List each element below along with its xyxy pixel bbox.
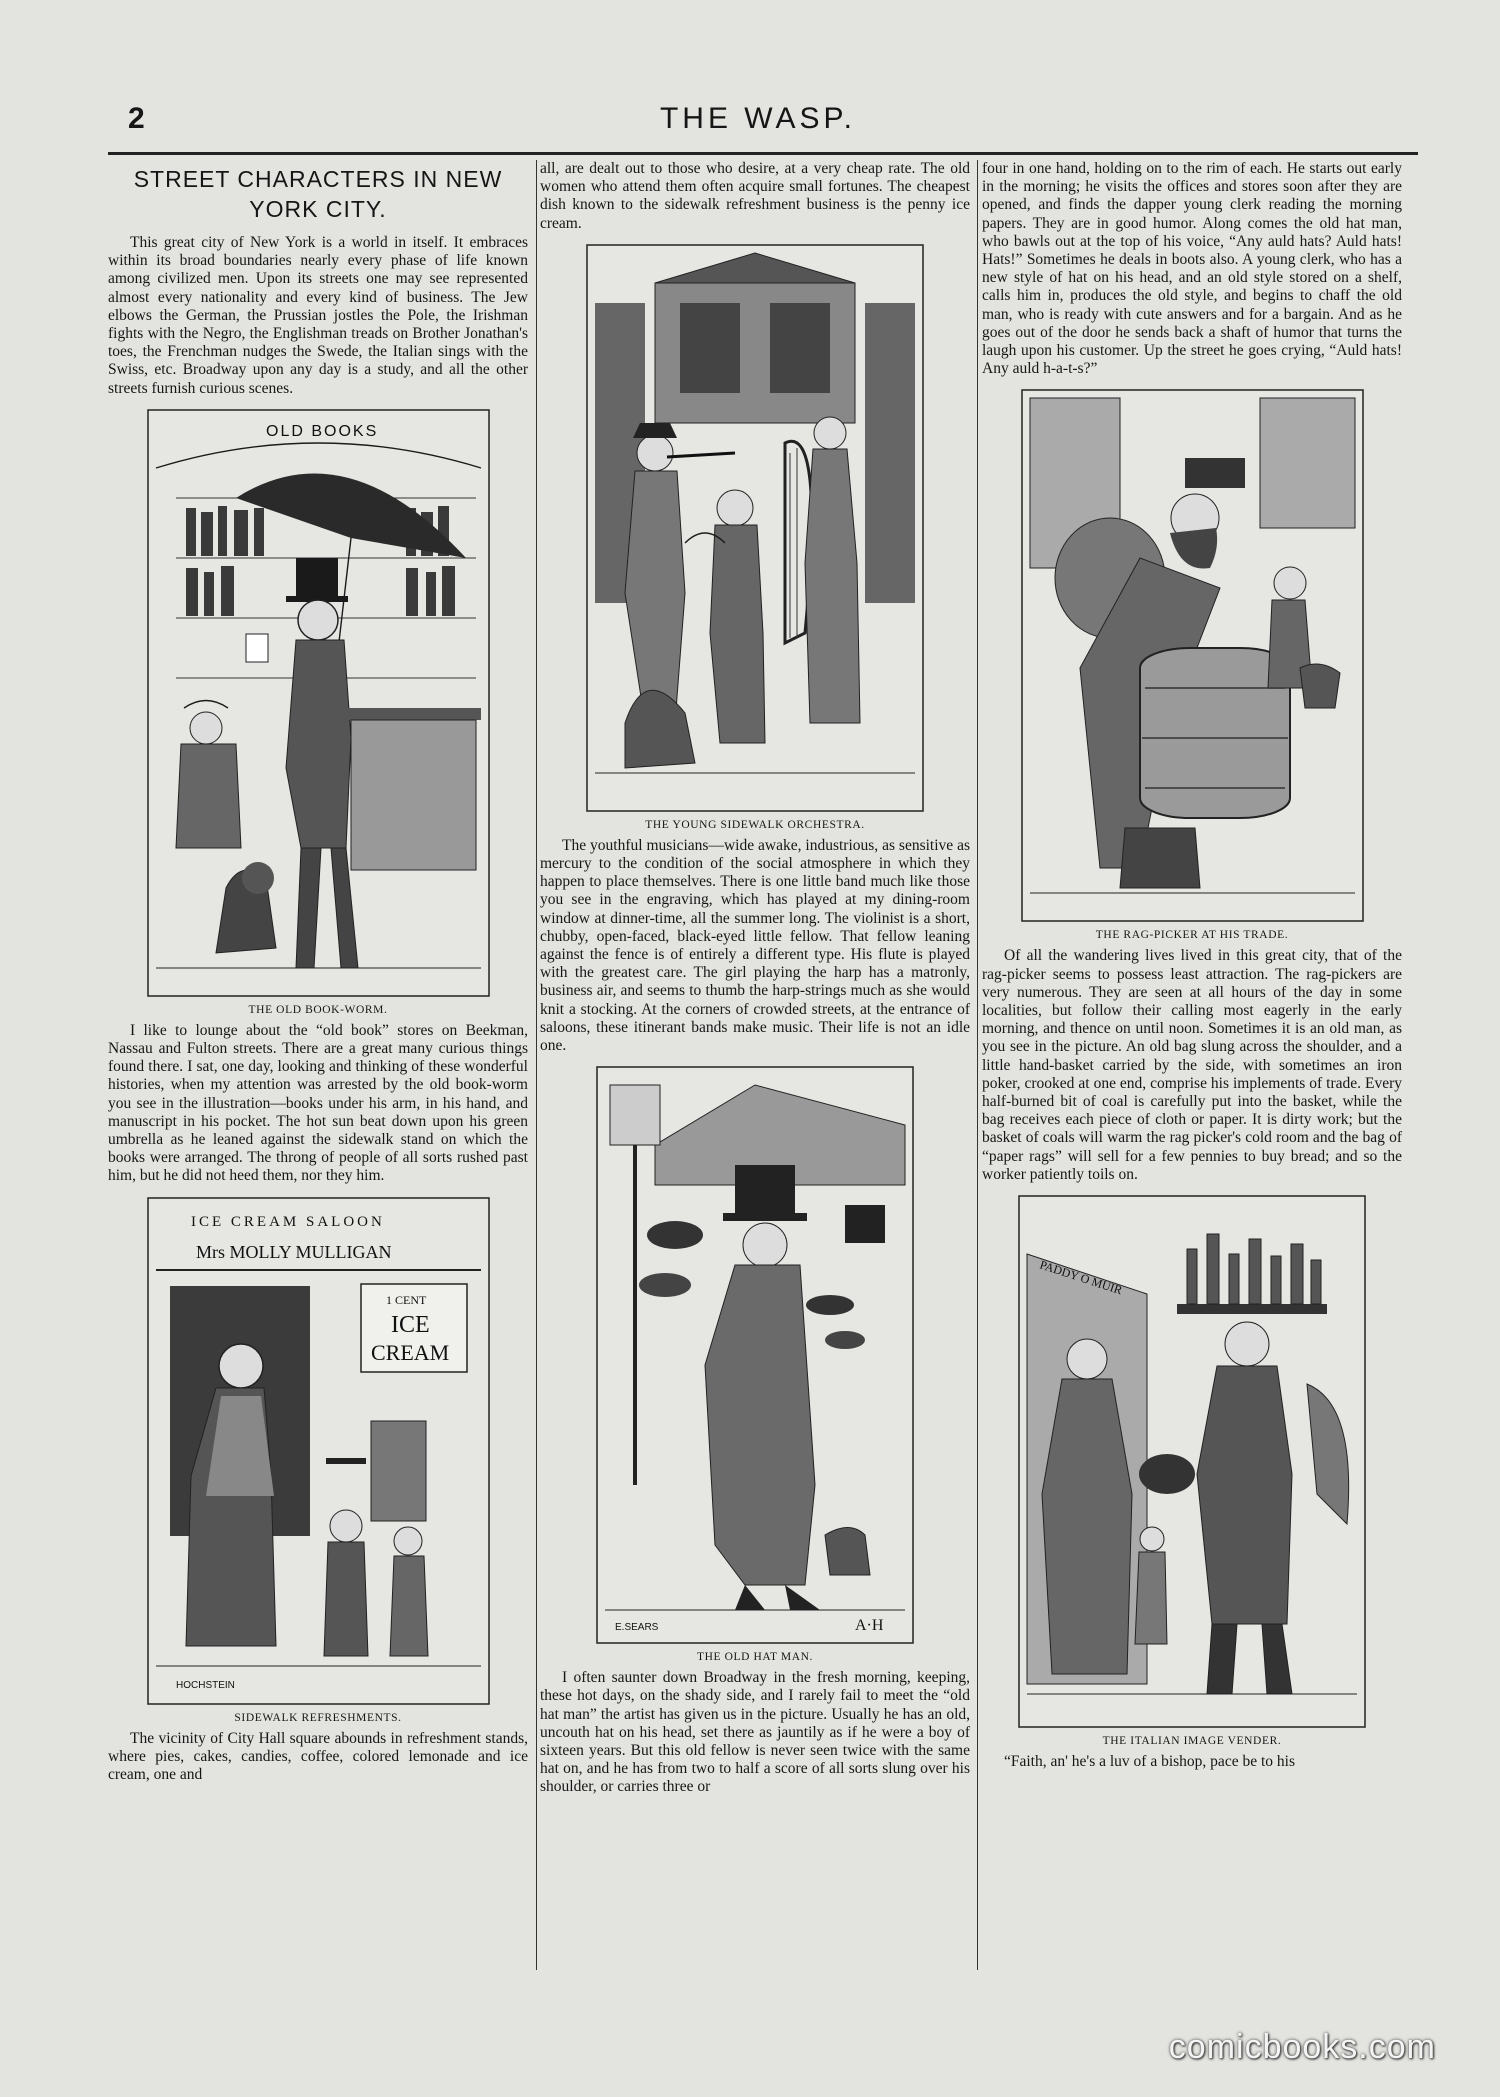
ragpicker-paragraph: Of all the wandering lives lived in this great city, that of the rag-picker seems to possess least attraction. The rag-pickers are very numerous. They are seen at all hours of the day in some localities, but follow their calling most eagerly in the early morning, and thence on until noon. Sometimes it is an old man, as you see in the picture. An old bag slung across the shoulder, and a little hand-basket carried by the side, with sometimes an iron poker, crooked at one end, comprise his implements of trade. Every half-burned bit of coal is carefully put into the basket, while the bag receives each piece of cloth or paper. It is dirty work; but the basket of coals will warm the rag picker's cold room and the bag of “paper rags” will sell for a few pennies to buy bread; and so the worker patiently toils on. [982,947,1402,1183]
column-divider [536,160,537,1970]
old-books-sign: OLD BOOKS [265,422,378,440]
bookworm-caption: THE OLD BOOK-WORM. [248,1003,388,1016]
musicians-paragraph: The youthful musicians—wide awake, industrious, as sensitive as mercury to the condition of the social atmosphere in which they happen to place themselves. There is one little band much like those you see in the engraving, which has played at my dining-room window at dinner-time, all the summer long. The violinist is a short, chubby, open-faced, black-eyed little fellow. That fellow leaning against the fence is of entirely a different type. His flute is played with the greatest care. The girl playing the harp has a matronly, business air, and seems to thumb the harp-strings much as she would knit a stocking. At the corners of crowded streets, at the entrance of saloons, these itinerant bands make music. Their life is not an idle one. [540,836,970,1055]
refreshments-caption: SIDEWALK REFRESHMENTS. [234,1711,402,1724]
hatman-caption: THE OLD HAT MAN. [696,1651,814,1664]
italian-caption: THE ITALIAN IMAGE VENDER. [1102,1735,1282,1748]
hochstein-signature: HOCHSTEIN [175,1679,235,1691]
molly-mulligan-sign: Mrs MOLLY MULLIGAN [195,1241,392,1262]
bookworm-paragraph: I like to lounge about the “old book” stores on Beekman, Nassau and Fulton streets. There are a great many curious things found there. I sat, one day, looking and thinking of these wonderful histories, when my attention was arrested by the old book-worm you see in the illustration—books under his arm, in his hand, and manuscript in his pocket. The hot sun beat down upon his green umbrella as he leaned against the sidewalk stand on which the books were arranged. The throng of people of all sorts rushed past him, but he did not heed them, nor they him. [108,1021,528,1185]
masthead: THE WASP. [659,102,857,135]
column-2 [540,160,970,1797]
cream-label: CREAM [370,1339,449,1365]
intro-paragraph: This great city of New York is a world in itself. It embraces within its broad boundaries nearly every phase of life known among civilized men. Upon its streets one may see represented almost every nationality and every kind of business. The Jew elbows the German, the Prussian jostles the Pole, the Irishman fights with the Negro, the Englishman treads on Brother Jonathan's toes, the Frenchman nudges the Swede, the Italian sings with the Swiss, etc. Broadway upon any day is a study, and all the other streets furnish curious scenes. [108,234,528,397]
column-3 [982,160,1402,1771]
hatman-illustration [540,1065,970,1663]
italian-paragraph: “Faith, an' he's a luv of a bishop, pace be to his [1004,1753,1295,1771]
one-cent-label: 1 CENT [385,1292,426,1307]
orchestra-illustration [540,243,970,831]
orchestra-caption: THE YOUNG SIDEWALK ORCHESTRA. [645,818,865,831]
ice-cream-sign: ICE CREAM SALOON [190,1213,385,1230]
header-rule [108,152,1418,155]
ice-label: ICE [390,1311,430,1338]
italian-illustration [982,1194,1402,1747]
continued-paragraph-2: four in one hand, holding on to the rim of each. He starts out early in the morning; he visits the offices and stores soon after they are opened, and finds the dapper young clerk reading the morning papers. They are in good humor. Along comes the old hat man, who bawls out at the top of his voice, “Any auld hats? Auld hats! Hats!” Sometimes he deals in boots also. A young clerk, who has a new style of hat on his head, and an old style stored on a shelf, calls him in, produces the old style, and begins to chaff the old man, who is ready with cute answers and for a bargain. And as he goes out of the door he sends back a shaft of humor that turns the laugh upon his customer. Up the street he goes crying, “Auld hats! Any auld h-a-t-s?” [982,160,1402,378]
ragpicker-caption: THE RAG-PICKER AT HIS TRADE. [1095,929,1289,942]
column-1 [108,160,528,1784]
ah-signature: A·H [855,1617,884,1635]
watermark: comicbooks.com [1168,2028,1436,2066]
hatman-paragraph: I often saunter down Broadway in the fresh morning, keeping, these hot days, on the shady side, and I rarely fail to meet the “old hat man” the artist has given us in the picture. Usually he has an old, uncouth hat on his head, set there as jauntily as if he were a boy of sixteen years. But this old fellow is never seen twice with the same hat on, and he has from two to half a score of all sorts slung over his shoulder, or carries three or [540,1669,970,1796]
continued-paragraph: all, are dealt out to those who desire, at a very cheap rate. The old women who attend them often acquire small fortunes. The cheapest dish known to the sidewalk refreshment business is the penny ice cream. [540,160,970,232]
ragpicker-illustration [982,388,1402,941]
column-divider [977,160,978,1970]
bookworm-illustration [108,408,528,1016]
refreshments-paragraph: The vicinity of City Hall square abounds in refreshment stands, where pies, cakes, candies, coffee, colored lemonade and ice cream, one and [108,1729,528,1784]
paddy-o-muir-sign: PADDY O MUIR [1038,1257,1124,1298]
page-header [108,96,1408,152]
page-number: 2 [128,102,145,135]
refreshments-illustration [108,1196,528,1724]
e-sears-signature: E.SEARS [615,1622,659,1634]
article-title: STREET CHARACTERS IN NEW YORK CITY. [133,166,503,222]
